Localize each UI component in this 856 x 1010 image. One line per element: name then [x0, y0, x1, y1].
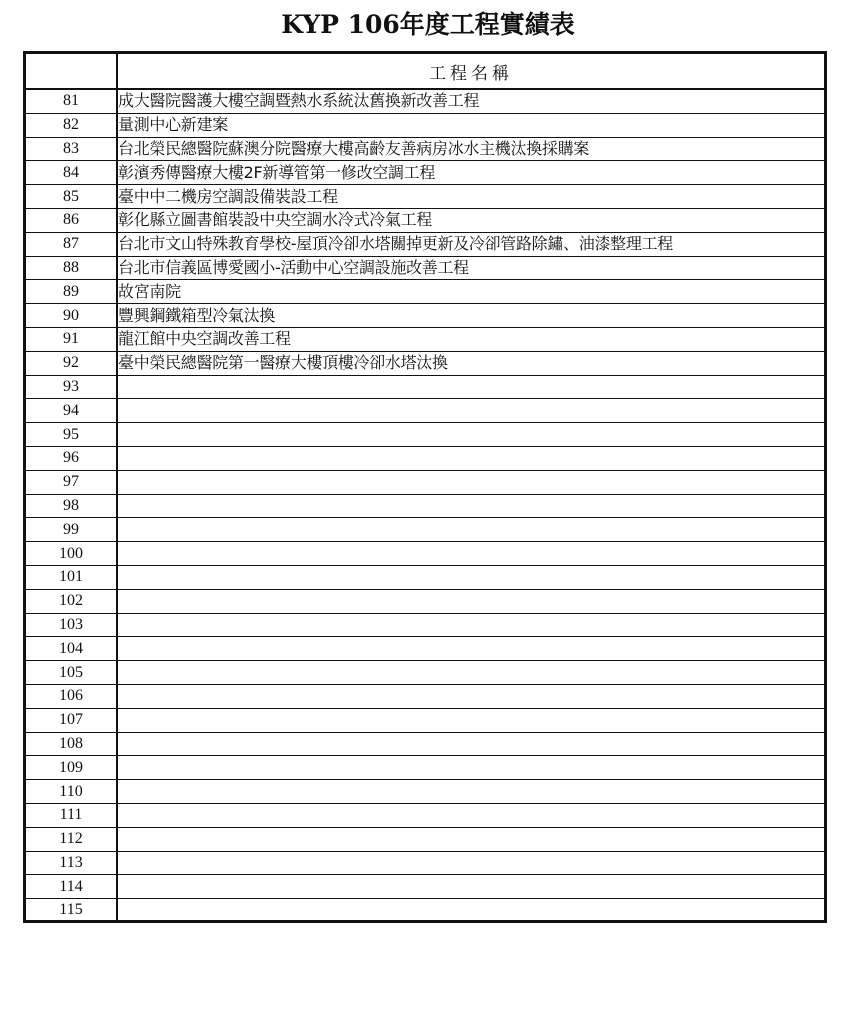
table-row [26, 256, 824, 280]
table-row [26, 185, 824, 209]
project-name-column-header: 工程名稱 [117, 54, 824, 89]
project-name-cell [117, 423, 824, 447]
row-number: 94 [26, 399, 117, 423]
project-name-cell: 彰濱秀傳醫療大樓2F新導管第一修改空調工程 [117, 161, 824, 185]
table-body [26, 89, 824, 922]
row-number: 87 [26, 232, 117, 256]
number-column-header [26, 54, 117, 89]
project-name-cell: 台北榮民總醫院蘇澳分院醫療大樓高齡友善病房冰水主機汰換採購案 [117, 137, 824, 161]
row-number: 91 [26, 327, 117, 351]
table-row [26, 446, 824, 470]
project-name-cell: 彰化縣立圖書館裝設中央空調水冷式冷氣工程 [117, 208, 824, 232]
project-name-cell [117, 637, 824, 661]
table-row [26, 89, 824, 113]
row-number: 88 [26, 256, 117, 280]
table-row [26, 542, 824, 566]
table-row [26, 684, 824, 708]
table-row [26, 732, 824, 756]
row-number: 100 [26, 542, 117, 566]
project-name-cell [117, 780, 824, 804]
project-name-cell [117, 661, 824, 685]
project-name-cell [117, 542, 824, 566]
project-name-cell [117, 851, 824, 875]
performance-table-grid [26, 54, 824, 922]
table-row [26, 327, 824, 351]
table-row [26, 470, 824, 494]
table-row [26, 518, 824, 542]
row-number: 107 [26, 708, 117, 732]
project-name-cell [117, 589, 824, 613]
table-header-row [26, 54, 824, 89]
table-row [26, 137, 824, 161]
row-number: 114 [26, 875, 117, 899]
project-name-cell [117, 470, 824, 494]
row-number: 111 [26, 803, 117, 827]
project-name-cell [117, 565, 824, 589]
row-number: 102 [26, 589, 117, 613]
table-row [26, 803, 824, 827]
table-row [26, 613, 824, 637]
project-name-cell [117, 684, 824, 708]
project-name-cell: 成大醫院醫護大樓空調暨熱水系統汰舊換新改善工程 [117, 89, 824, 113]
row-number: 96 [26, 446, 117, 470]
row-number: 115 [26, 899, 117, 922]
table-row [26, 161, 824, 185]
project-name-cell: 台北市文山特殊教育學校-屋頂冷卻水塔關掉更新及冷卻管路除鏽、油漆整理工程 [117, 232, 824, 256]
row-number: 106 [26, 684, 117, 708]
page-title: KYP 106年度工程實績表 [281, 10, 575, 39]
row-number: 108 [26, 732, 117, 756]
project-name-cell [117, 613, 824, 637]
row-number: 86 [26, 208, 117, 232]
project-name-cell [117, 803, 824, 827]
project-name-cell [117, 375, 824, 399]
performance-table [23, 51, 827, 923]
project-name-cell: 故宮南院 [117, 280, 824, 304]
table-row [26, 208, 824, 232]
row-number: 104 [26, 637, 117, 661]
table-row [26, 351, 824, 375]
table-row [26, 423, 824, 447]
row-number: 113 [26, 851, 117, 875]
table-row [26, 827, 824, 851]
project-name-cell [117, 756, 824, 780]
row-number: 82 [26, 113, 117, 137]
row-number: 101 [26, 565, 117, 589]
table-row [26, 661, 824, 685]
project-name-cell [117, 875, 824, 899]
row-number: 84 [26, 161, 117, 185]
project-name-cell: 龍江館中央空調改善工程 [117, 327, 824, 351]
row-number: 97 [26, 470, 117, 494]
project-name-cell [117, 899, 824, 922]
project-name-cell: 臺中中二機房空調設備裝設工程 [117, 185, 824, 209]
project-name-cell [117, 827, 824, 851]
row-number: 89 [26, 280, 117, 304]
table-row [26, 780, 824, 804]
row-number: 81 [26, 89, 117, 113]
row-number: 92 [26, 351, 117, 375]
table-row [26, 232, 824, 256]
project-name-cell [117, 446, 824, 470]
table-row [26, 280, 824, 304]
project-name-cell: 臺中榮民總醫院第一醫療大樓頂樓冷卻水塔汰換 [117, 351, 824, 375]
table-row [26, 756, 824, 780]
project-name-cell: 豐興鋼鐵箱型冷氣汰換 [117, 304, 824, 328]
row-number: 103 [26, 613, 117, 637]
project-name-cell [117, 399, 824, 423]
project-name-cell [117, 732, 824, 756]
row-number: 83 [26, 137, 117, 161]
row-number: 95 [26, 423, 117, 447]
table-row [26, 899, 824, 922]
table-row [26, 494, 824, 518]
table-row [26, 113, 824, 137]
project-name-cell: 量測中心新建案 [117, 113, 824, 137]
project-name-cell: 台北市信義區博愛國小-活動中心空調設施改善工程 [117, 256, 824, 280]
table-row [26, 875, 824, 899]
table-row [26, 375, 824, 399]
table-row [26, 637, 824, 661]
row-number: 98 [26, 494, 117, 518]
row-number: 110 [26, 780, 117, 804]
row-number: 99 [26, 518, 117, 542]
table-row [26, 708, 824, 732]
row-number: 90 [26, 304, 117, 328]
table-row [26, 565, 824, 589]
project-name-cell [117, 518, 824, 542]
project-name-cell [117, 708, 824, 732]
row-number: 85 [26, 185, 117, 209]
table-row [26, 304, 824, 328]
table-row [26, 399, 824, 423]
row-number: 105 [26, 661, 117, 685]
row-number: 93 [26, 375, 117, 399]
row-number: 109 [26, 756, 117, 780]
table-row [26, 589, 824, 613]
row-number: 112 [26, 827, 117, 851]
table-row [26, 851, 824, 875]
project-name-cell [117, 494, 824, 518]
